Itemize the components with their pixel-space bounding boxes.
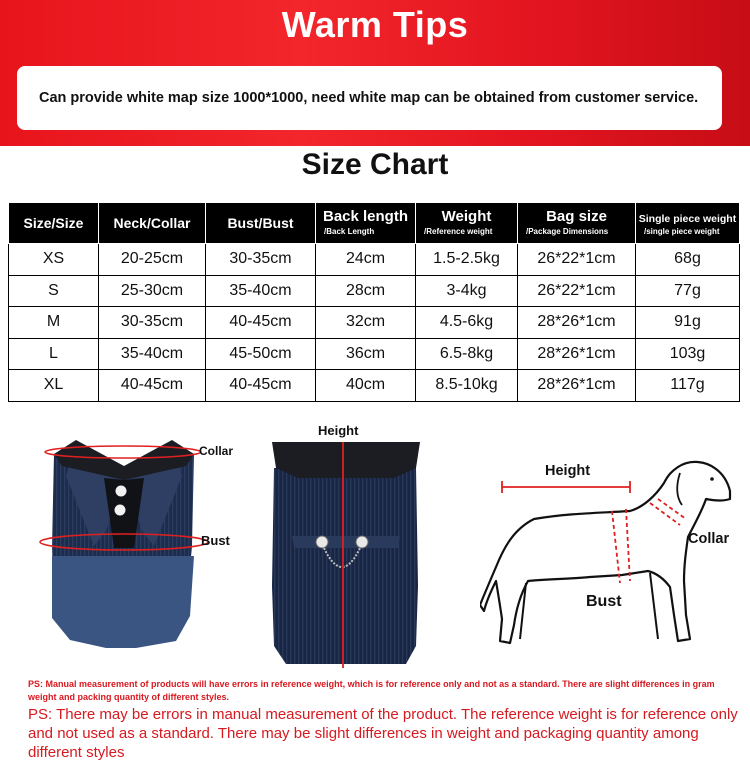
table-cell: 28*26*1cm	[518, 370, 636, 402]
table-cell: 8.5-10kg	[416, 370, 518, 402]
header-weight: Weight /Reference weight	[416, 203, 518, 244]
table-cell: 35-40cm	[99, 338, 206, 370]
header-back-length: Back length /Back Length	[316, 203, 416, 244]
table-cell: 28*26*1cm	[518, 307, 636, 339]
table-cell: XL	[9, 370, 99, 402]
header-weight-sub: /Reference weight	[424, 227, 493, 237]
table-cell: L	[9, 338, 99, 370]
back-height-label: Height	[318, 423, 359, 438]
table-cell: 36cm	[316, 338, 416, 370]
header-piece-weight-sub: /single piece weight	[644, 226, 720, 236]
header-neck: Neck/Collar	[99, 203, 206, 244]
table-cell: 30-35cm	[99, 307, 206, 339]
table-cell: 40-45cm	[99, 370, 206, 402]
header-bust: Bust/Bust	[206, 203, 316, 244]
table-cell: 45-50cm	[206, 338, 316, 370]
table-cell: 77g	[636, 275, 740, 307]
table-cell: 26*22*1cm	[518, 244, 636, 276]
dog-diagram-image	[480, 455, 742, 655]
header-size: Size/Size	[9, 203, 99, 244]
size-table	[8, 202, 740, 402]
table-row	[9, 307, 740, 339]
header-bag-size-sub: /Package Dimensions	[526, 227, 609, 237]
header-back-length-sub: /Back Length	[324, 227, 375, 237]
table-cell: 3-4kg	[416, 275, 518, 307]
table-cell: 6.5-8kg	[416, 338, 518, 370]
table-cell: 26*22*1cm	[518, 275, 636, 307]
dog-bust-label: Bust	[586, 593, 622, 610]
tip-box	[17, 66, 722, 130]
table-cell: 117g	[636, 370, 740, 402]
warm-tips-banner	[0, 0, 750, 146]
table-cell: 4.5-6kg	[416, 307, 518, 339]
table-row	[9, 338, 740, 370]
size-chart-title: Size Chart	[301, 148, 449, 181]
table-row	[9, 244, 740, 276]
table-cell: 1.5-2.5kg	[416, 244, 518, 276]
table-cell: 103g	[636, 338, 740, 370]
tip-text: Can provide white map size 1000*1000, need white map can be obtained from customer service.	[39, 90, 699, 106]
front-bust-label: Bust	[201, 533, 230, 548]
dog-collar-label: Collar	[688, 531, 730, 547]
header-piece-weight: Single piece weight /single piece weight	[636, 203, 740, 244]
table-cell: 28*26*1cm	[518, 338, 636, 370]
table-cell: 20-25cm	[99, 244, 206, 276]
table-cell: 32cm	[316, 307, 416, 339]
ps-note-small: PS: Manual measurement of products will have errors in reference weight, which is for reference only and not as a standard. There are slight differences in gram weight and packing quantity of different styles.	[28, 679, 715, 702]
table-cell: 30-35cm	[206, 244, 316, 276]
dog-height-label: Height	[545, 463, 591, 479]
table-cell: 40-45cm	[206, 370, 316, 402]
table-cell: 68g	[636, 244, 740, 276]
table-cell: 24cm	[316, 244, 416, 276]
table-row	[9, 275, 740, 307]
header-bag-size: Bag size /Package Dimensions	[518, 203, 636, 244]
table-cell: 35-40cm	[206, 275, 316, 307]
table-cell: 40cm	[316, 370, 416, 402]
table-cell: XS	[9, 244, 99, 276]
banner-title: Warm Tips	[281, 4, 469, 45]
vest-front-image	[36, 436, 211, 666]
table-header-row	[9, 203, 740, 244]
table-cell: 40-45cm	[206, 307, 316, 339]
vest-back-image	[266, 436, 426, 672]
table-cell: 25-30cm	[99, 275, 206, 307]
table-cell: 28cm	[316, 275, 416, 307]
table-cell: 91g	[636, 307, 740, 339]
table-row	[9, 370, 740, 402]
front-collar-label: Collar	[199, 444, 234, 458]
table-cell: M	[9, 307, 99, 339]
ps-note-large: PS: There may be errors in manual measurement of the product. The reference weight is for reference only and not used as a standard. There may be slight differences in weight and packaging quantity among different styles	[28, 706, 738, 761]
table-cell: S	[9, 275, 99, 307]
